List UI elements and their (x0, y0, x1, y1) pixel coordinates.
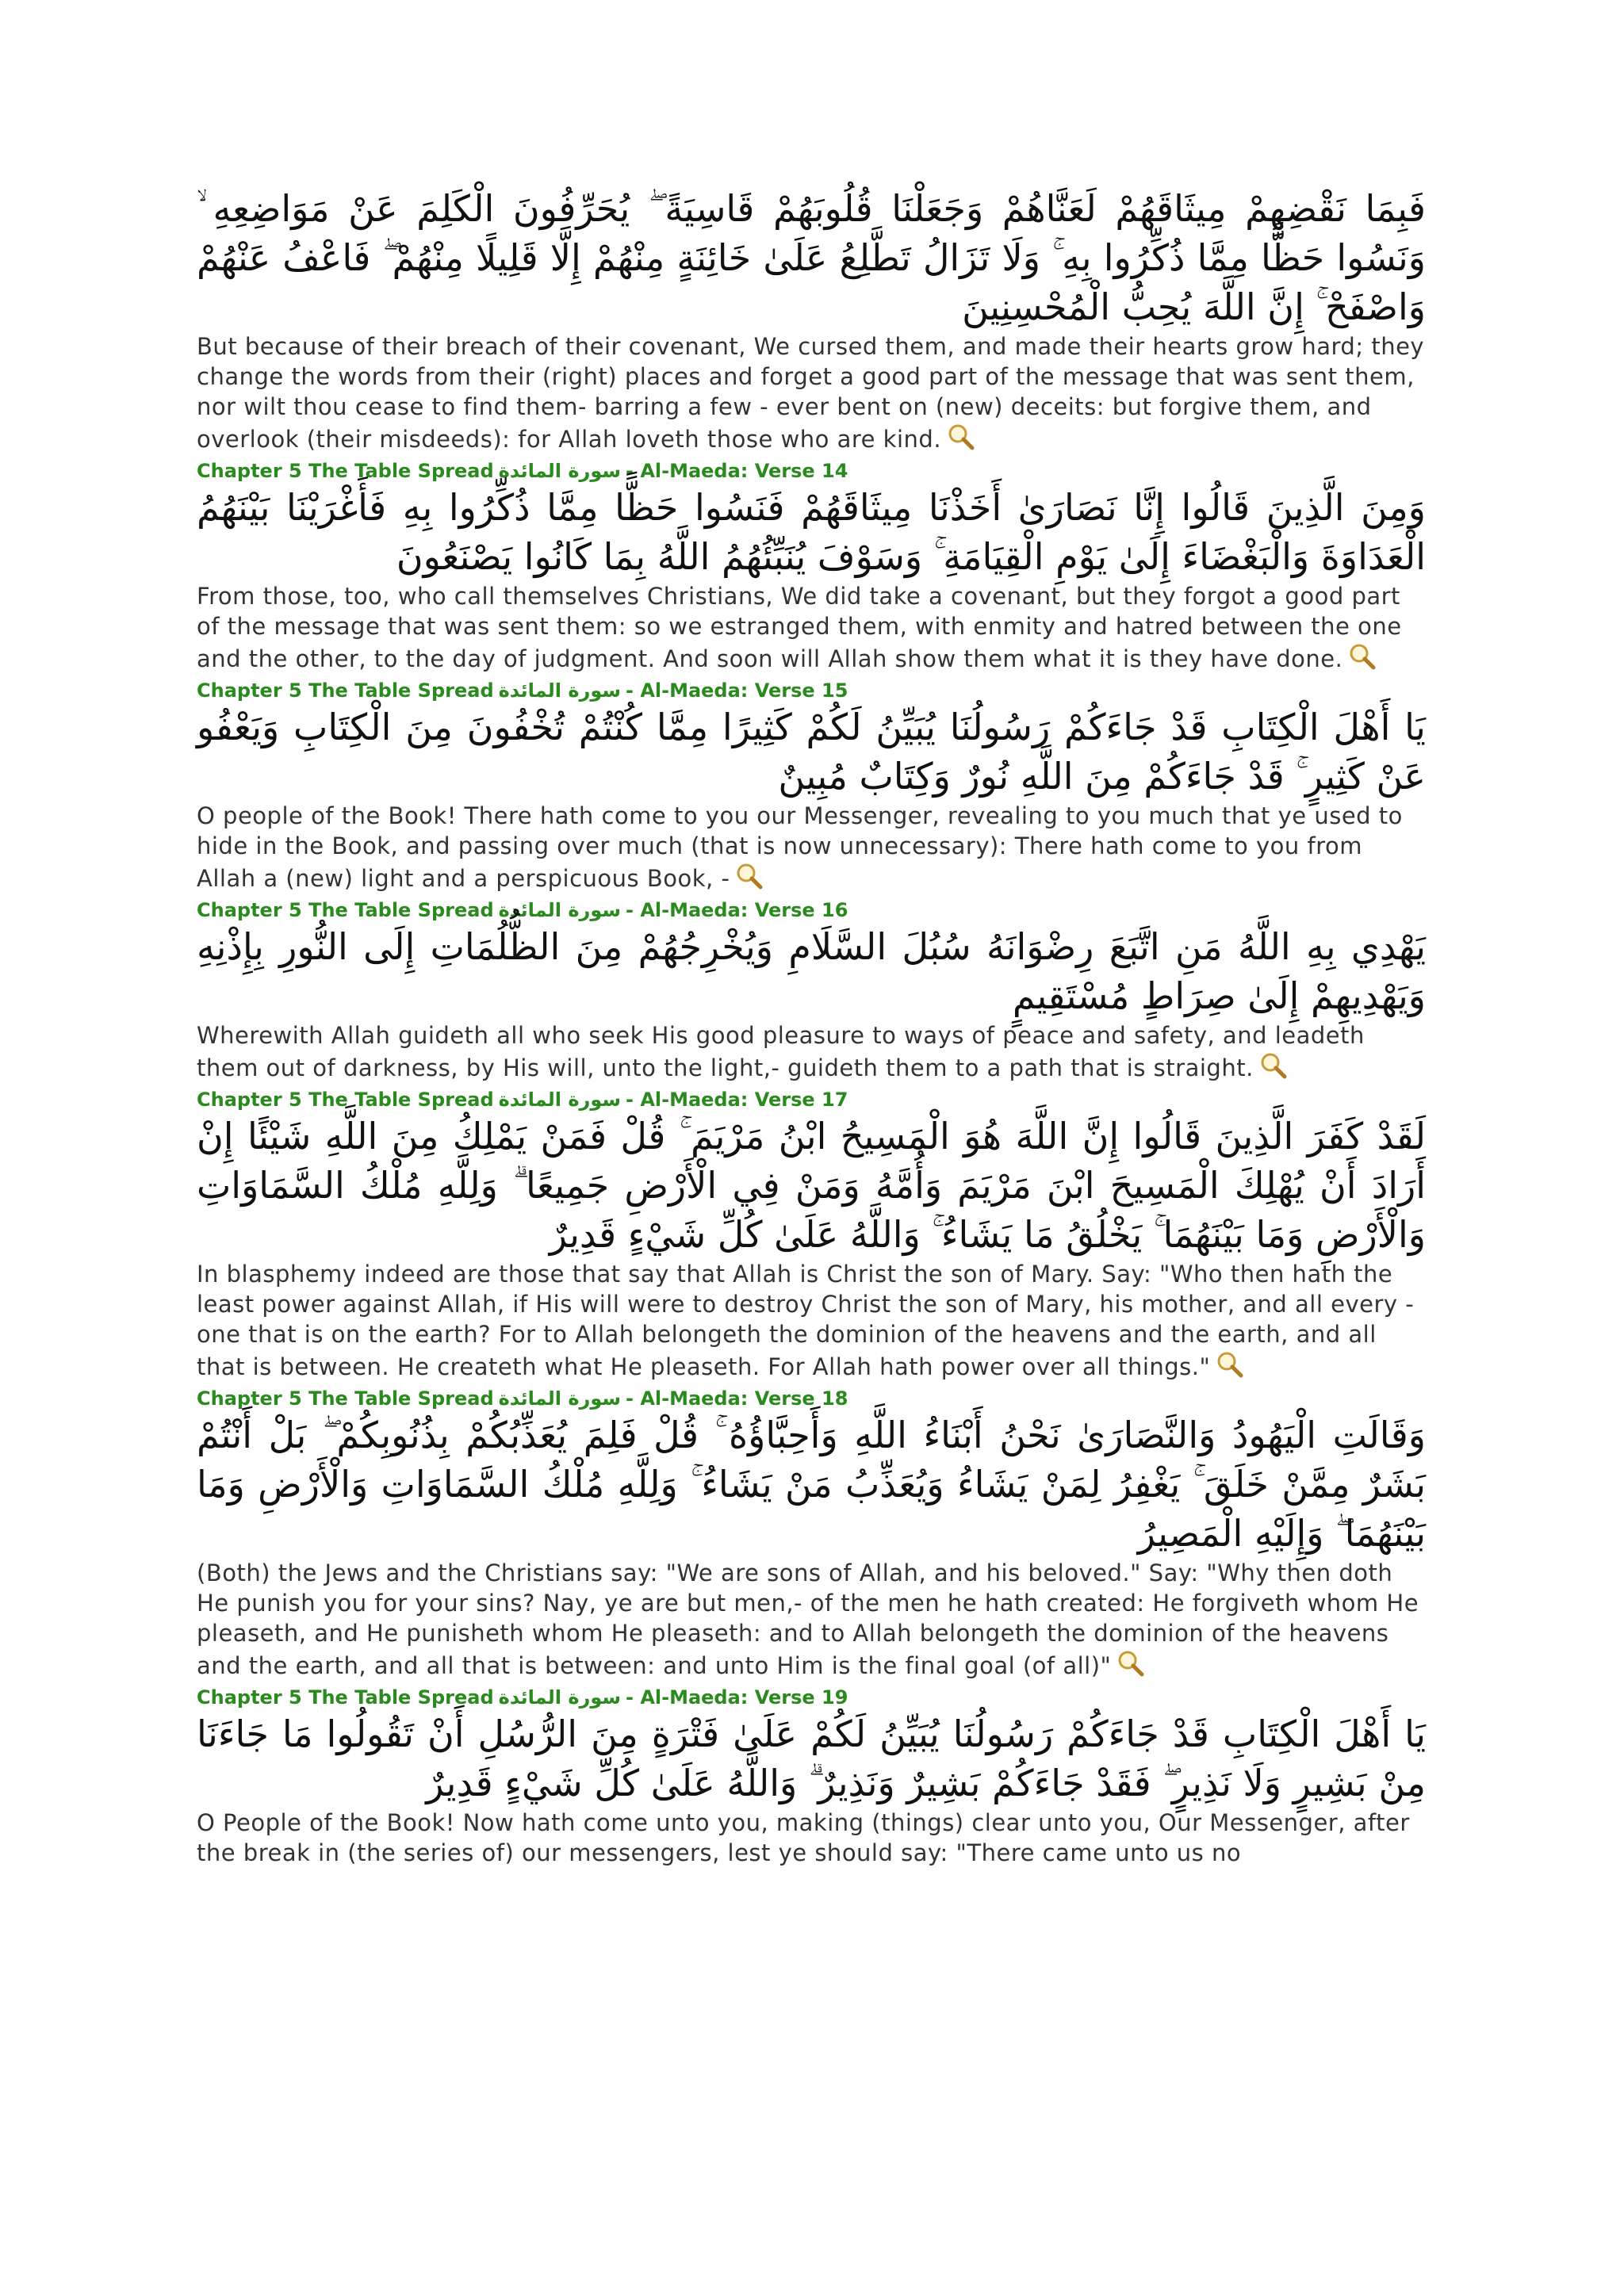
chapter-label: Chapter 5 The Table Spread (197, 1686, 494, 1709)
translation-text (197, 1558, 1426, 1681)
translation-text (197, 331, 1426, 454)
translation-text (197, 1259, 1426, 1382)
translation-body: Wherewith Allah guideth all who seek His good pleasure to ways of peace and safety, and leadeth them out of darkness, by His will, unto the light,- guideth them to a path that is straight. (197, 1022, 1365, 1081)
verse-page (197, 184, 1426, 1868)
verse-header[interactable] (197, 1387, 1426, 1410)
verse-reference: - Al-Maeda: Verse 15 (626, 679, 848, 702)
arabic-text: وَقَالَتِ الْيَهُودُ وَالنَّصَارَىٰ نَحْنُ أَبْنَاءُ اللَّهِ وَأَحِبَّاؤُهُ ۚ قُلْ فَلِمَ يُعَذِّبُكُمْ بِذُنُوبِكُمْ ۖ بَلْ أَنْتُمْ بَشَرٌ مِمَّنْ خَلَقَ ۚ يَغْفِرُ لِمَنْ يَشَاءُ وَيُعَذِّبُ مَنْ يَشَاءُ ۚ وَلِلَّهِ مُلْكُ السَّمَاوَاتِ وَالْأَرْضِ وَمَا بَيْنَهُمَا ۖ وَإِلَيْهِ الْمَصِيرُ (197, 1414, 1426, 1555)
search-icon[interactable] (946, 422, 976, 452)
surah-arabic-title: سورة المائدة (498, 899, 621, 921)
translation-body: From those, too, who call themselves Christians, We did take a covenant, but they forgot a good part of the message that was sent them: so we estranged them, with enmity and hatred between the one and the other, to the day of judgment. And soon will Allah show them what it is they have done. (197, 583, 1402, 672)
verse-reference: - Al-Maeda: Verse 16 (626, 899, 848, 921)
verse-header[interactable] (197, 459, 1426, 483)
verse-block-19 (197, 1686, 1426, 1868)
verse-reference: - Al-Maeda: Verse 18 (626, 1387, 848, 1410)
surah-arabic-title: سورة المائدة (498, 1387, 621, 1410)
verse-block-18 (197, 1387, 1426, 1681)
chapter-label: Chapter 5 The Table Spread (197, 1089, 494, 1111)
verse-header[interactable] (197, 679, 1426, 702)
search-icon[interactable] (1347, 641, 1377, 672)
verse-block-13 (197, 184, 1426, 454)
translation-text (197, 801, 1426, 894)
verse-block-15 (197, 679, 1426, 894)
arabic-text: فَبِمَا نَقْضِهِمْ مِيثَاقَهُمْ لَعَنَّاهُمْ وَجَعَلْنَا قُلُوبَهُمْ قَاسِيَةً ۖ يُحَرِّفُونَ الْكَلِمَ عَنْ مَوَاضِعِهِ ۙ وَنَسُوا حَظًّا مِمَّا ذُكِّرُوا بِهِ ۚ وَلَا تَزَالُ تَطَّلِعُ عَلَىٰ خَائِنَةٍ مِنْهُمْ إِلَّا قَلِيلًا مِنْهُمْ ۖ فَاعْفُ عَنْهُمْ وَاصْفَحْ ۚ إِنَّ اللَّهَ يُحِبُّ الْمُحْسِنِينَ (197, 187, 1426, 328)
surah-arabic-title: سورة المائدة (498, 679, 621, 702)
chapter-label: Chapter 5 The Table Spread (197, 1387, 494, 1410)
verse-header[interactable] (197, 1088, 1426, 1112)
surah-arabic-title: سورة المائدة (498, 1089, 621, 1111)
translation-text (197, 1808, 1426, 1868)
verse-reference: - Al-Maeda: Verse 14 (626, 460, 848, 482)
arabic-text: وَمِنَ الَّذِينَ قَالُوا إِنَّا نَصَارَىٰ أَخَذْنَا مِيثَاقَهُمْ فَنَسُوا حَظًّا مِمَّا ذُكِّرُوا بِهِ فَأَغْرَيْنَا بَيْنَهُمُ الْعَدَاوَةَ وَالْبَغْضَاءَ إِلَىٰ يَوْمِ الْقِيَامَةِ ۚ وَسَوْفَ يُنَبِّئُهُمُ اللَّهُ بِمَا كَانُوا يَصْنَعُونَ (197, 486, 1426, 578)
verse-reference: - Al-Maeda: Verse 17 (626, 1089, 848, 1111)
surah-arabic-title: سورة المائدة (498, 460, 621, 482)
chapter-label: Chapter 5 The Table Spread (197, 679, 494, 702)
arabic-text: يَا أَهْلَ الْكِتَابِ قَدْ جَاءَكُمْ رَسُولُنَا يُبَيِّنُ لَكُمْ كَثِيرًا مِمَّا كُنْتُمْ تُخْفُونَ مِنَ الْكِتَابِ وَيَعْفُو عَنْ كَثِيرٍ ۚ قَدْ جَاءَكُمْ مِنَ اللَّهِ نُورٌ وَكِتَابٌ مُبِينٌ (197, 706, 1426, 798)
verse-block-17 (197, 1088, 1426, 1382)
translation-body: In blasphemy indeed are those that say that Allah is Christ the son of Mary. Say: "Who then hath the least power against Allah, if His will were to destroy Christ the son of Mary, his mother, and all every - one that is on the earth? For to Allah belongeth the dominion of the heavens and the earth, and all that is between. He createth what He pleaseth. For Allah hath power over all things." (197, 1261, 1415, 1380)
chapter-label: Chapter 5 The Table Spread (197, 460, 494, 482)
arabic-text: يَا أَهْلَ الْكِتَابِ قَدْ جَاءَكُمْ رَسُولُنَا يُبَيِّنُ لَكُمْ عَلَىٰ فَتْرَةٍ مِنَ الرُّسُلِ أَنْ تَقُولُوا مَا جَاءَنَا مِنْ بَشِيرٍ وَلَا نَذِيرٍ ۖ فَقَدْ جَاءَكُمْ بَشِيرٌ وَنَذِيرٌ ۗ وَاللَّهُ عَلَىٰ كُلِّ شَيْءٍ قَدِيرٌ (197, 1712, 1426, 1804)
translation-body: (Both) the Jews and the Christians say: "We are sons of Allah, and his beloved." Say: "Why then doth He punish you for your sins? Nay, ye are but men,- of the men he hath created: He forgiveth whom He pleaseth, and He punisheth whom He pleaseth: and to Allah belongeth the dominion of the heavens and the earth, and all that is between: and unto Him is the final goal (of all)" (197, 1559, 1419, 1679)
translation-body: But because of their breach of their covenant, We cursed them, and made their hearts grow hard; they change the words from their (right) places and forget a good part of the message that was sent them, nor wilt thou cease to find them- barring a few - ever bent on (new) deceits: but forgive them, and overlook (their misdeeds): for Allah loveth those who are kind. (197, 333, 1425, 453)
translation-text (197, 1020, 1426, 1083)
arabic-text: يَهْدِي بِهِ اللَّهُ مَنِ اتَّبَعَ رِضْوَانَهُ سُبُلَ السَّلَامِ وَيُخْرِجُهُمْ مِنَ الظُّلُمَاتِ إِلَى النُّورِ بِإِذْنِهِ وَيَهْدِيهِمْ إِلَىٰ صِرَاطٍ مُسْتَقِيمٍ (197, 925, 1427, 1017)
surah-arabic-title: سورة المائدة (498, 1686, 621, 1709)
search-icon[interactable] (1116, 1648, 1146, 1678)
search-icon[interactable] (1215, 1349, 1245, 1380)
arabic-text: لَقَدْ كَفَرَ الَّذِينَ قَالُوا إِنَّ اللَّهَ هُوَ الْمَسِيحُ ابْنُ مَرْيَمَ ۚ قُلْ فَمَنْ يَمْلِكُ مِنَ اللَّهِ شَيْئًا إِنْ أَرَادَ أَنْ يُهْلِكَ الْمَسِيحَ ابْنَ مَرْيَمَ وَأُمَّهُ وَمَنْ فِي الْأَرْضِ جَمِيعًا ۗ وَلِلَّهِ مُلْكُ السَّمَاوَاتِ وَالْأَرْضِ وَمَا بَيْنَهُمَا ۚ يَخْلُقُ مَا يَشَاءُ ۚ وَاللَّهُ عَلَىٰ كُلِّ شَيْءٍ قَدِيرٌ (197, 1115, 1426, 1256)
verse-header[interactable] (197, 898, 1426, 922)
search-icon[interactable] (734, 861, 764, 891)
verse-block-16 (197, 898, 1426, 1083)
translation-body: O people of the Book! There hath come to you our Messenger, revealing to you much that ye used to hide in the Book, and passing over much (that is now unnecessary): There hath come to you from Allah a (new) light and a perspicuous Book, - (197, 802, 1403, 892)
chapter-label: Chapter 5 The Table Spread (197, 899, 494, 921)
translation-body: O People of the Book! Now hath come unto you, making (things) clear unto you, Our Messenger, after the break in (the series of) our messengers, lest ye should say: "There came unto us no (197, 1809, 1410, 1866)
verse-header[interactable] (197, 1686, 1426, 1709)
search-icon[interactable] (1258, 1050, 1289, 1081)
translation-text (197, 581, 1426, 674)
verse-reference: - Al-Maeda: Verse 19 (626, 1686, 848, 1709)
verse-block-14 (197, 459, 1426, 674)
